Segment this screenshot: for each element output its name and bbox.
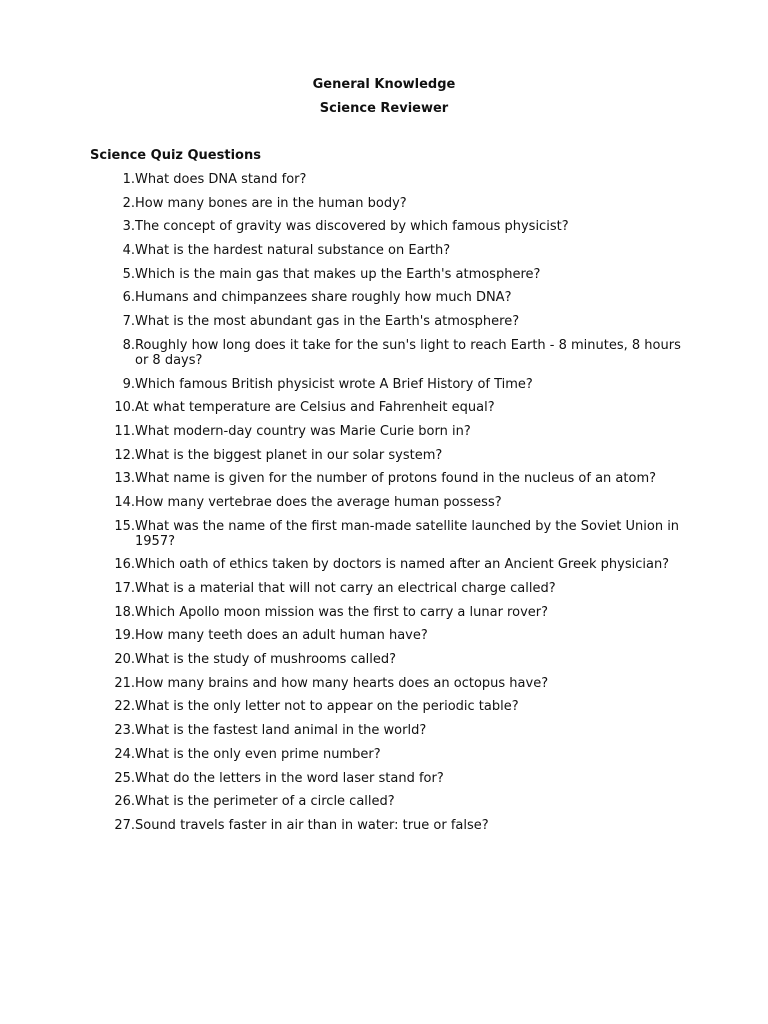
question-item [112, 400, 687, 415]
question-item [112, 290, 687, 305]
question-item [112, 652, 687, 667]
question-number: 23. [114, 723, 135, 739]
question-text: What modern-day country was Marie Curie born in? [135, 423, 471, 439]
question-number: 21. [114, 675, 135, 691]
question-text: What was the name of the first man-made satellite launched by the Soviet Union in 1957? [135, 518, 680, 549]
question-text: What do the letters in the word laser stand for? [135, 770, 444, 786]
question-item [112, 267, 687, 282]
question-number: 17. [114, 581, 135, 596]
question-item [112, 581, 687, 596]
question-text: What name is given for the number of protons found in the nucleus of an atom? [135, 471, 657, 487]
question-text: What does DNA stand for? [135, 172, 307, 187]
question-item [112, 747, 687, 762]
question-number: 18. [114, 604, 135, 620]
question-number: 25. [114, 770, 135, 786]
document-title: General Knowledge [312, 77, 456, 92]
document-subtitle: Science Reviewer [319, 101, 449, 116]
question-text: Humans and chimpanzees share roughly how much DNA? [135, 290, 512, 306]
question-text: What is the only letter not to appear on the periodic table? [135, 699, 519, 715]
question-number: 22. [114, 699, 135, 715]
question-text: What is the fastest land animal in the world? [135, 723, 427, 739]
question-item [112, 196, 687, 211]
question-item [112, 557, 687, 572]
question-item [112, 605, 687, 620]
question-text: What is a material that will not carry an electrical charge called? [135, 581, 556, 596]
question-item [112, 471, 687, 486]
question-item [112, 818, 687, 833]
question-text: Sound travels faster in air than in water: true or false? [135, 817, 489, 833]
question-text: What is the only even prime number? [135, 746, 381, 762]
question-number: 8. [122, 337, 135, 353]
question-item [112, 628, 687, 643]
question-number: 15. [114, 518, 135, 534]
question-number: 16. [114, 557, 135, 573]
question-number: 6. [122, 290, 135, 306]
question-item [112, 377, 687, 392]
question-text: How many vertebrae does the average human possess? [135, 494, 502, 510]
question-item [112, 172, 687, 187]
question-text: How many bones are in the human body? [135, 195, 407, 211]
question-number: 1. [122, 172, 135, 187]
question-number: 2. [122, 195, 135, 211]
question-item [112, 424, 687, 439]
question-number: 13. [114, 471, 135, 487]
question-text: How many brains and how many hearts does an octopus have? [135, 675, 549, 691]
question-number: 4. [122, 243, 135, 259]
question-item [112, 314, 687, 329]
question-number: 14. [114, 494, 135, 510]
question-item [112, 243, 687, 258]
question-item [112, 771, 687, 786]
question-list [112, 172, 687, 842]
question-item [112, 338, 687, 368]
question-item [112, 448, 687, 463]
question-text: What is the perimeter of a circle called? [135, 794, 395, 810]
question-number: 12. [114, 447, 135, 463]
question-number: 27. [114, 817, 135, 833]
question-number: 24. [114, 746, 135, 762]
question-text: How many teeth does an adult human have? [135, 628, 428, 644]
question-item [112, 519, 687, 549]
question-item [112, 723, 687, 738]
question-item [112, 794, 687, 809]
question-number: 19. [114, 628, 135, 644]
question-number: 9. [122, 376, 135, 392]
question-text: The concept of gravity was discovered by which famous physicist? [135, 219, 569, 235]
question-text: What is the study of mushrooms called? [135, 652, 397, 668]
section-heading: Science Quiz Questions [90, 148, 261, 163]
question-item [112, 699, 687, 714]
question-text: Which is the main gas that makes up the Earth's atmosphere? [135, 266, 541, 282]
question-text: Which oath of ethics taken by doctors is named after an Ancient Greek physician? [135, 557, 670, 573]
question-number: 5. [122, 266, 135, 282]
question-text: Which Apollo moon mission was the first to carry a lunar rover? [135, 604, 549, 620]
question-number: 11. [114, 423, 135, 439]
question-text: What is the hardest natural substance on Earth? [135, 243, 451, 259]
question-item [112, 676, 687, 691]
question-text: Which famous British physicist wrote A Brief History of Time? [135, 376, 533, 392]
question-number: 20. [114, 652, 135, 668]
question-number: 10. [114, 400, 135, 416]
question-item [112, 495, 687, 510]
question-text: At what temperature are Celsius and Fahrenheit equal? [135, 400, 495, 416]
question-item [112, 219, 687, 234]
question-number: 7. [122, 314, 135, 330]
question-text: Roughly how long does it take for the sun's light to reach Earth - 8 minutes, 8 hours or 8 days? [135, 337, 681, 368]
question-number: 26. [114, 794, 135, 810]
question-text: What is the most abundant gas in the Earth's atmosphere? [135, 314, 520, 330]
question-text: What is the biggest planet in our solar system? [135, 447, 443, 463]
question-number: 3. [122, 219, 135, 235]
